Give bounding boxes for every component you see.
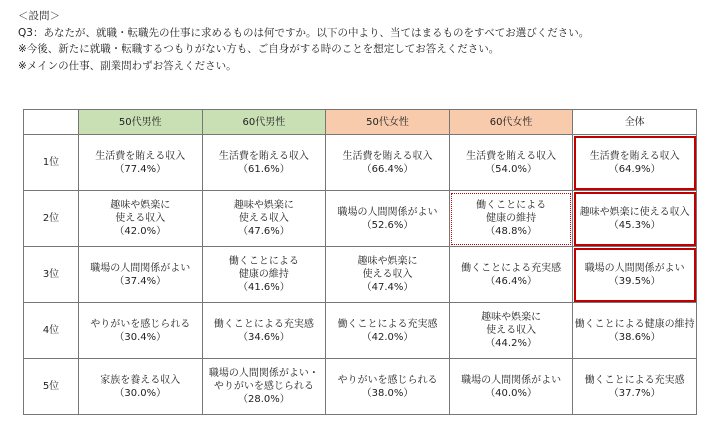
table-cell <box>449 247 573 303</box>
table-cell <box>79 359 203 415</box>
highlighted-cell <box>573 191 697 247</box>
table-row <box>24 359 697 415</box>
table-cell <box>202 303 326 359</box>
cell-percent: （46.4%） <box>485 275 537 287</box>
cell-percent: （30.0%） <box>114 387 167 399</box>
table-row <box>24 247 697 303</box>
table-cell <box>573 359 697 415</box>
cell-percent: （42.0%） <box>361 331 414 343</box>
cell-label: やりがいを感じられる <box>337 374 438 386</box>
cell-label: 働くことによる 健康の維持 <box>476 200 547 224</box>
cell-label: 趣味や娯楽に 使える収入 <box>110 200 171 224</box>
table-cell <box>202 191 326 247</box>
corner-cell <box>24 110 79 135</box>
cell-label: 職場の人間関係がよい <box>90 262 191 274</box>
table-row <box>24 303 697 359</box>
cell-percent: （41.6%） <box>238 282 290 293</box>
cell-label: 働くことによる充実感 <box>461 262 562 274</box>
table-cell <box>326 247 450 303</box>
table-cell <box>326 359 450 415</box>
col-header-total: 全体 <box>573 110 697 135</box>
question-block <box>18 8 698 74</box>
col-header-50s-female: 50代女性 <box>326 110 450 135</box>
cell-label: 働くことによる健康の維持 <box>574 318 695 330</box>
table-cell <box>79 191 203 247</box>
question-note-2: ※メインの仕事、副業問わずお答えください。 <box>18 59 237 72</box>
cell-percent: （38.6%） <box>608 331 661 343</box>
cell-label: 職場の人間関係がよい・ やりがいを感じられる <box>208 368 319 392</box>
cell-percent: （38.0%） <box>361 387 414 399</box>
cell-label: 働くことによる充実感 <box>213 318 314 330</box>
highlighted-cell <box>573 247 697 303</box>
cell-label: 趣味や娯楽に 使える収入 <box>233 200 294 224</box>
cell-percent: （30.4%） <box>114 331 167 343</box>
col-header-60s-female: 60代女性 <box>449 110 573 135</box>
cell-label: 生活費を賄える収入 <box>589 150 680 162</box>
table-row <box>24 191 697 247</box>
table-cell <box>202 135 326 191</box>
cell-label: 趣味や娯楽に 使える収入 <box>481 312 542 336</box>
col-header-50s-male: 50代男性 <box>79 110 203 135</box>
table-cell <box>449 303 573 359</box>
table-cell <box>202 247 326 303</box>
table-cell <box>202 359 326 415</box>
rank-label: 2位 <box>24 191 79 247</box>
cell-percent: （28.0%） <box>238 394 290 405</box>
highlighted-cell <box>573 135 697 191</box>
cell-label: 職場の人間関係がよい <box>584 262 685 274</box>
cell-percent: （45.3%） <box>608 219 661 231</box>
cell-label: 生活費を賄える収入 <box>95 150 186 162</box>
cell-label: 働くことによる 健康の維持 <box>228 256 299 280</box>
ranking-table <box>23 109 697 415</box>
cell-percent: （77.4%） <box>114 163 167 175</box>
cell-label: やりがいを感じられる <box>90 318 191 330</box>
cell-percent: （34.6%） <box>238 331 290 343</box>
cell-label: 生活費を賄える収入 <box>466 150 557 162</box>
cell-percent: （47.6%） <box>238 226 290 237</box>
cell-percent: （61.6%） <box>238 163 290 175</box>
cell-percent: （40.0%） <box>485 387 537 399</box>
rank-label: 1位 <box>24 135 79 191</box>
cell-percent: （39.5%） <box>608 275 661 287</box>
cell-label: 働くことによる充実感 <box>584 374 685 386</box>
table-row <box>24 135 697 191</box>
cell-label: 生活費を賄える収入 <box>218 150 309 162</box>
cell-percent: （47.4%） <box>361 282 414 293</box>
question-heading: ＜設問＞ <box>18 10 60 22</box>
cell-percent: （64.9%） <box>608 163 661 175</box>
cell-percent: （37.4%） <box>114 275 167 287</box>
cell-label: 生活費を賄える収入 <box>342 150 433 162</box>
cell-label: 職場の人間関係がよい <box>337 206 438 218</box>
rank-label: 4位 <box>24 303 79 359</box>
rank-label: 3位 <box>24 247 79 303</box>
cell-percent: （42.0%） <box>114 226 167 237</box>
cell-percent: （44.2%） <box>485 338 537 349</box>
cell-label: 家族を養える収入 <box>100 374 181 386</box>
table-cell <box>326 191 450 247</box>
table-cell <box>573 303 697 359</box>
cell-percent: （48.8%） <box>485 226 537 237</box>
cell-percent: （54.0%） <box>485 163 537 175</box>
rank-label: 5位 <box>24 359 79 415</box>
table-cell <box>79 247 203 303</box>
question-note-1: ※今後、新たに就職・転職するつもりがない方も、ご自身がする時のことを想定してお答えください。 <box>18 43 500 55</box>
cell-percent: （52.6%） <box>361 219 414 231</box>
cell-label: 職場の人間関係がよい <box>461 374 562 386</box>
table-cell <box>449 359 573 415</box>
cell-label: 趣味や娯楽に使える収入 <box>579 206 690 218</box>
question-text: Q3：あなたが、就職・転職先の仕事に求めるものは何ですか。以下の中より、当てはまるものをすべてお選びください。 <box>18 26 590 39</box>
cell-label: 趣味や娯楽に 使える収入 <box>357 256 418 280</box>
dotted-highlighted-cell <box>449 191 573 247</box>
table-cell <box>326 135 450 191</box>
table-cell <box>326 303 450 359</box>
col-header-60s-male: 60代男性 <box>202 110 326 135</box>
cell-label: 働くことによる充実感 <box>337 318 438 330</box>
table-cell <box>449 135 573 191</box>
table-cell <box>79 303 203 359</box>
table-cell <box>79 135 203 191</box>
cell-percent: （66.4%） <box>361 163 414 175</box>
cell-percent: （37.7%） <box>608 387 661 399</box>
